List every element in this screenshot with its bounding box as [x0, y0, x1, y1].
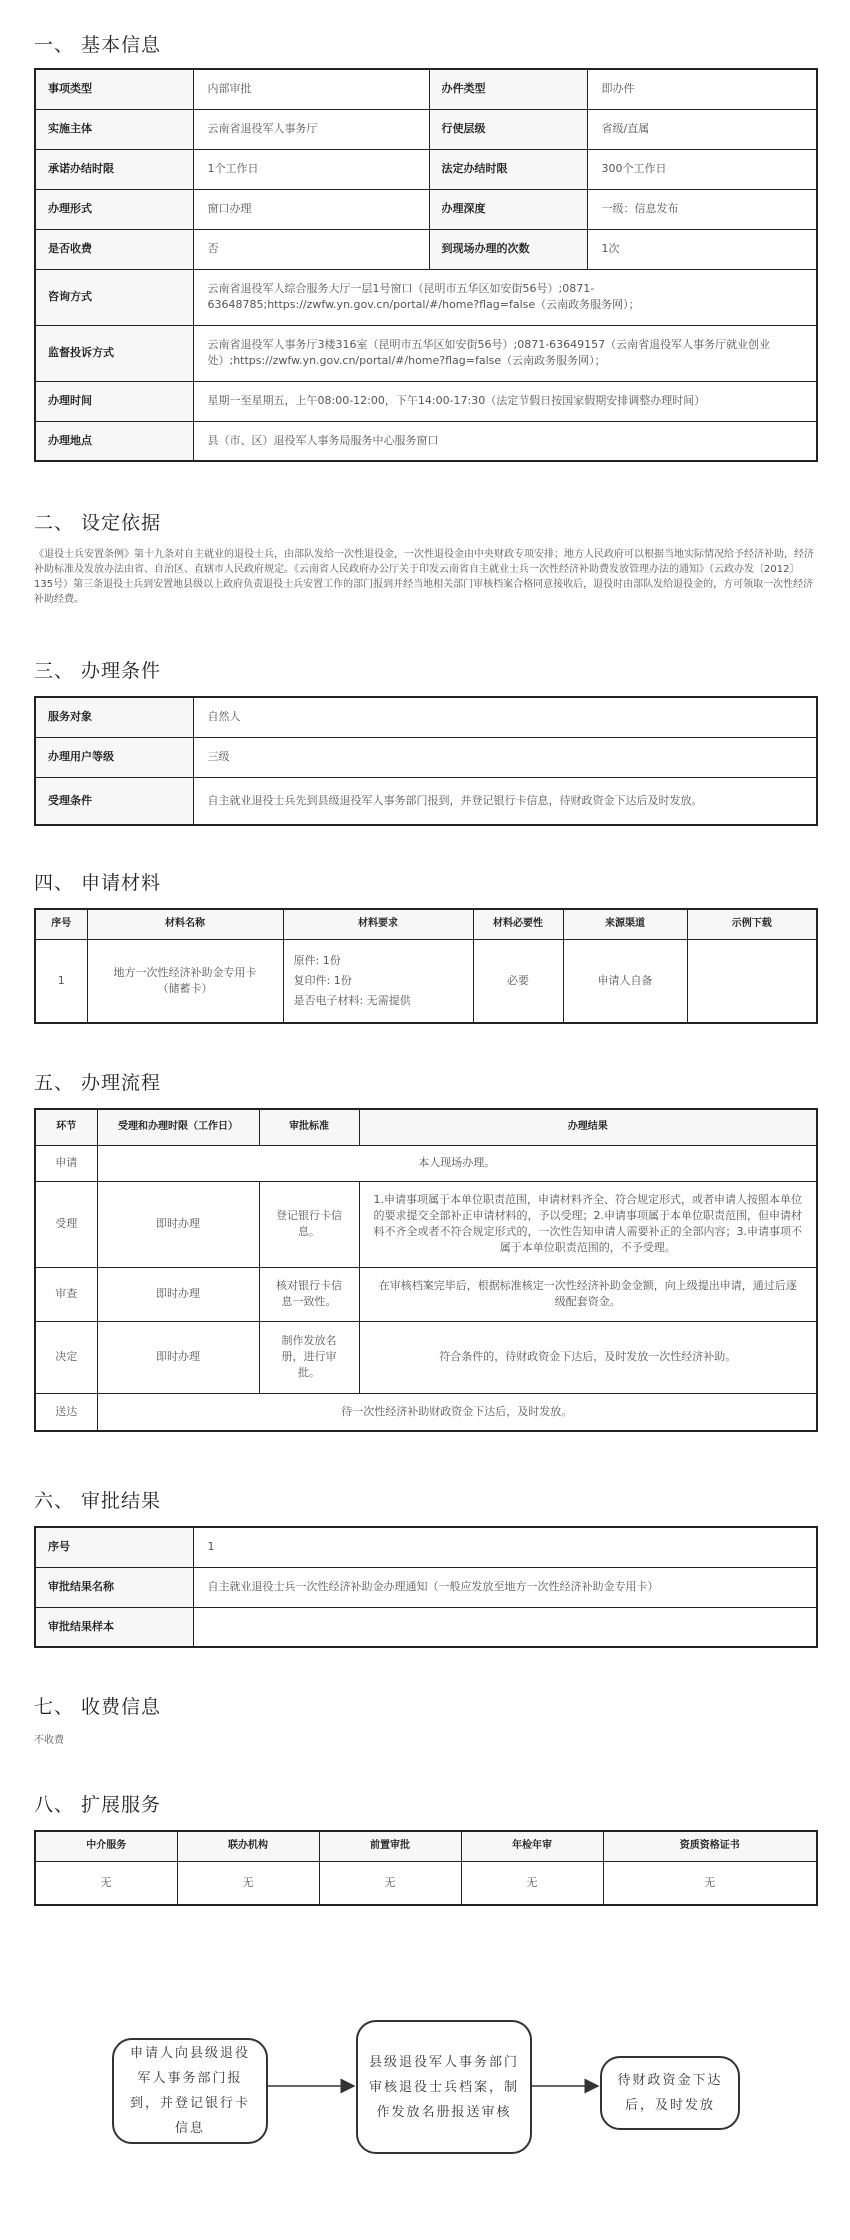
extended-table-wrap	[34, 1830, 816, 1906]
field-value: 窗口办理	[193, 189, 429, 229]
column-header: 审批标准	[259, 1109, 359, 1145]
field-value: 内部审批	[193, 69, 429, 109]
field-label: 办理时间	[35, 381, 193, 421]
material-source: 申请人自备	[563, 939, 687, 1023]
field-value: 一级：信息发布	[587, 189, 817, 229]
basic-info-table-wrap	[34, 68, 816, 462]
materials-table-wrap	[34, 908, 816, 1024]
field-label: 咨询方式	[35, 269, 193, 325]
conditions-table-wrap	[34, 696, 816, 826]
section-conditions	[34, 656, 816, 683]
table-row	[35, 697, 817, 737]
field-label: 到现场办理的次数	[429, 229, 587, 269]
process-stage: 送达	[35, 1393, 97, 1431]
table-row	[35, 1607, 817, 1647]
field-label: 序号	[35, 1527, 193, 1567]
section-title: 三、 办理条件	[34, 660, 162, 682]
field-value: 星期一至星期五，上午08:00-12:00，下午14:00-17:30（法定节假日按国家假期安排调整办理时间）	[193, 381, 817, 421]
field-label: 法定办结时限	[429, 149, 587, 189]
table-row	[35, 1267, 817, 1321]
table-row	[35, 421, 817, 461]
field-value: 即办件	[587, 69, 817, 109]
section-title: 二、 设定依据	[34, 512, 162, 534]
table-row	[35, 325, 817, 381]
column-header: 材料名称	[87, 909, 283, 939]
process-stage: 申请	[35, 1145, 97, 1181]
process-table-wrap	[34, 1108, 816, 1432]
field-value: 自然人	[193, 697, 817, 737]
table-row	[35, 269, 817, 325]
section-title: 七、 收费信息	[34, 1696, 162, 1718]
field-label: 事项类型	[35, 69, 193, 109]
section-title: 八、 扩展服务	[34, 1794, 162, 1816]
process-result: 1.申请事项属于本单位职责范围，申请材料齐全、符合规定形式，或者申请人按照本单位的要求提交全部补正申请材料的，予以受理；2.申请事项属于本单位职责范围，但申请材料不齐全或者不符合规定形式的，一次性告知申请人需要补正的全部内容；3.申请事项不属于本单位职责范围的，不予受理。	[359, 1181, 817, 1267]
table-row	[35, 109, 817, 149]
flow-step-1: 申请人向县级退役军人事务部门报到，并登记银行卡信息	[112, 2038, 268, 2144]
table-row	[35, 69, 817, 109]
table-row	[35, 737, 817, 777]
material-sample-download	[687, 939, 817, 1023]
column-header: 资质资格证书	[603, 1831, 817, 1861]
requirement-line: 是否电子材料: 无需提供	[293, 993, 411, 1007]
section-title: 一、 基本信息	[34, 34, 162, 56]
table-header-row	[35, 1109, 817, 1145]
field-label: 受理条件	[35, 777, 193, 825]
column-header: 示例下载	[687, 909, 817, 939]
field-value: 云南省退役军人事务厅	[193, 109, 429, 149]
field-value: 1	[193, 1527, 817, 1567]
process-result: 符合条件的，待财政资金下达后，及时发放一次性经济补助。	[359, 1321, 817, 1393]
process-time: 即时办理	[97, 1267, 259, 1321]
field-label: 审批结果名称	[35, 1567, 193, 1607]
field-value: 云南省退役军人事务厅3楼316室（昆明市五华区如安街56号）;0871-63649157（云南省退役军人事务厅就业创业处）;https://zwfw.yn.gov.cn/portal/#/home?flag=false（云南政务服务网）；	[193, 325, 817, 381]
section-result	[34, 1486, 816, 1513]
section-fees	[34, 1692, 816, 1748]
process-flowchart	[0, 2000, 850, 2180]
table-row	[35, 1861, 817, 1905]
extended-table	[34, 1830, 818, 1906]
process-result: 待一次性经济补助财政资金下达后，及时发放。	[97, 1393, 817, 1431]
field-label: 办件类型	[429, 69, 587, 109]
conditions-table	[34, 696, 818, 826]
table-row	[35, 149, 817, 189]
extended-value: 无	[35, 1861, 177, 1905]
table-header-row	[35, 1831, 817, 1861]
result-table-wrap	[34, 1526, 816, 1648]
extended-value: 无	[603, 1861, 817, 1905]
column-header: 年检年审	[461, 1831, 603, 1861]
column-header: 中介服务	[35, 1831, 177, 1861]
process-standard: 登记银行卡信息。	[259, 1181, 359, 1267]
column-header: 前置审批	[319, 1831, 461, 1861]
process-result: 在审核档案完毕后，根据标准核定一次性经济补助金金额，向上级提出申请，通过后逐级配套资金。	[359, 1267, 817, 1321]
column-header: 材料要求	[283, 909, 473, 939]
section-title: 五、 办理流程	[34, 1072, 162, 1094]
process-time: 即时办理	[97, 1321, 259, 1393]
field-value: 县（市、区）退役军人事务局服务中心服务窗口	[193, 421, 817, 461]
field-value: 省级/直属	[587, 109, 817, 149]
table-row	[35, 381, 817, 421]
field-value: 云南省退役军人综合服务大厅一层1号窗口（昆明市五华区如安街56号）;0871-63648785;https://zwfw.yn.gov.cn/portal/#/home?flag=false（云南政务服务网）；	[193, 269, 817, 325]
fees-text: 不收费	[34, 1735, 64, 1746]
field-label: 办理深度	[429, 189, 587, 229]
materials-table	[34, 908, 818, 1024]
process-standard: 制作发放名册，进行审批。	[259, 1321, 359, 1393]
process-standard: 核对银行卡信息一致性。	[259, 1267, 359, 1321]
field-value: 1次	[587, 229, 817, 269]
field-label: 服务对象	[35, 697, 193, 737]
field-label: 办理用户等级	[35, 737, 193, 777]
table-row	[35, 777, 817, 825]
column-header: 环节	[35, 1109, 97, 1145]
section-title: 四、 申请材料	[34, 872, 162, 894]
process-stage: 审查	[35, 1267, 97, 1321]
extended-value: 无	[461, 1861, 603, 1905]
field-label: 办理形式	[35, 189, 193, 229]
field-value: 三级	[193, 737, 817, 777]
table-row	[35, 939, 817, 1023]
field-label: 监督投诉方式	[35, 325, 193, 381]
basic-info-table	[34, 68, 818, 462]
column-header: 受理和办理时限（工作日）	[97, 1109, 259, 1145]
table-header-row	[35, 909, 817, 939]
column-header: 联办机构	[177, 1831, 319, 1861]
table-row	[35, 1321, 817, 1393]
field-value: 自主就业退役士兵先到县级退役军人事务部门报到，并登记银行卡信息，待财政资金下达后及时发放。	[193, 777, 817, 825]
field-label: 承诺办结时限	[35, 149, 193, 189]
process-result: 本人现场办理。	[97, 1145, 817, 1181]
field-label: 审批结果样本	[35, 1607, 193, 1647]
process-stage: 受理	[35, 1181, 97, 1267]
material-name: 地方一次性经济补助金专用卡（储蓄卡）	[87, 939, 283, 1023]
field-label: 是否收费	[35, 229, 193, 269]
table-row	[35, 1393, 817, 1431]
field-label: 办理地点	[35, 421, 193, 461]
extended-value: 无	[319, 1861, 461, 1905]
field-label: 行使层级	[429, 109, 587, 149]
field-value: 自主就业退役士兵一次性经济补助金办理通知（一般应发放至地方一次性经济补助金专用卡）	[193, 1567, 817, 1607]
field-value: 300个工作日	[587, 149, 817, 189]
material-no: 1	[35, 939, 87, 1023]
table-row	[35, 1145, 817, 1181]
flow-step-3: 待财政资金下达后，及时发放	[600, 2056, 740, 2130]
table-row	[35, 229, 817, 269]
section-basic-info	[34, 30, 816, 57]
table-row	[35, 1527, 817, 1567]
section-basis	[34, 508, 816, 607]
field-value	[193, 1607, 817, 1647]
basis-text: 《退役士兵安置条例》第十九条对自主就业的退役士兵，由部队发给一次性退役金，一次性退役金由中央财政专项安排；地方人民政府可以根据当地实际情况给予经济补助，经济补助标准及发放办法由省、自治区、直辖市人民政府规定。《云南省人民政府办公厅关于印发云南省自主就业士兵一次性经济补助费发放管理办法的通知》（云政办发〔2012〕135号）第三条退役士兵到安置地县级以上政府负责退役士兵安置工作的部门报到并经当地相关部门审核档案合格同意接收后，退役时由部队发给退役金的，方可领取一次性经济补助经费。	[34, 549, 814, 605]
flow-step-2: 县级退役军人事务部门审核退役士兵档案，制作发放名册报送审核	[356, 2020, 532, 2154]
table-row	[35, 1181, 817, 1267]
requirement-line: 复印件: 1份	[293, 973, 352, 987]
process-table	[34, 1108, 818, 1432]
section-materials	[34, 868, 816, 895]
field-label: 实施主体	[35, 109, 193, 149]
field-value: 否	[193, 229, 429, 269]
field-value: 1个工作日	[193, 149, 429, 189]
column-header: 材料必要性	[473, 909, 563, 939]
column-header: 来源渠道	[563, 909, 687, 939]
process-stage: 决定	[35, 1321, 97, 1393]
column-header: 序号	[35, 909, 87, 939]
section-process	[34, 1068, 816, 1095]
table-row	[35, 1567, 817, 1607]
section-title: 六、 审批结果	[34, 1490, 162, 1512]
material-requirements	[283, 939, 473, 1023]
material-necessity: 必要	[473, 939, 563, 1023]
section-extended	[34, 1790, 816, 1817]
extended-value: 无	[177, 1861, 319, 1905]
result-table	[34, 1526, 818, 1648]
column-header: 办理结果	[359, 1109, 817, 1145]
table-row	[35, 189, 817, 229]
requirement-line: 原件: 1份	[293, 953, 341, 967]
process-time: 即时办理	[97, 1181, 259, 1267]
